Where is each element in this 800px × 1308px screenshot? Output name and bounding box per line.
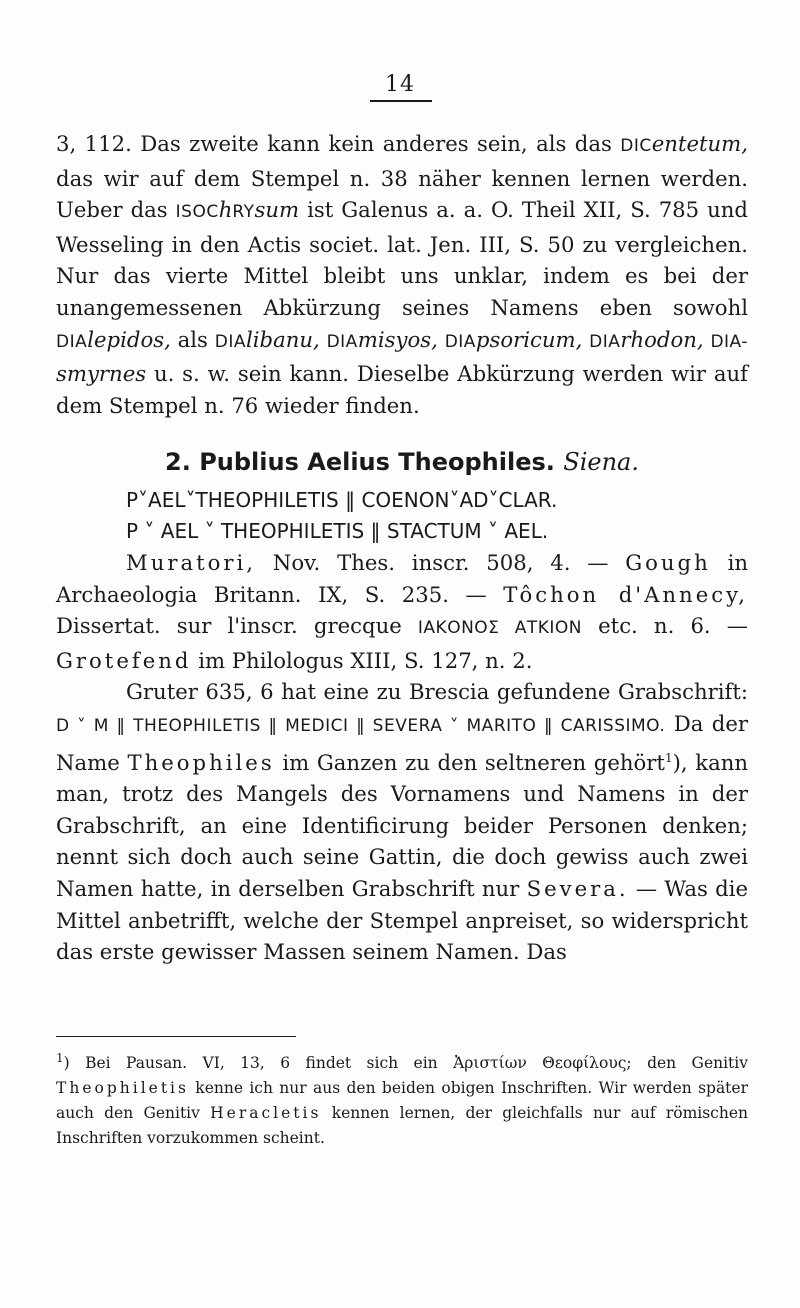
name-spaced: Heracletis <box>210 1104 322 1123</box>
paragraph-3 <box>56 676 748 967</box>
text: kennen lernen, der gleichfalls nur auf römischen Inschriften vorzukommen scheint. <box>56 1104 749 1148</box>
footnote-rule <box>56 1036 296 1037</box>
name-spaced: Severa. <box>526 875 629 901</box>
text: Gruter 635, 6 hat eine zu Brescia gefundene Grabschrift: <box>126 679 748 705</box>
text: den Genitiv <box>631 1054 748 1073</box>
abbrev-rest: sum <box>254 197 300 223</box>
abbrev: DIA <box>444 331 476 352</box>
heading-title: 2. Publius Aelius Theophiles. <box>165 448 555 477</box>
text: das wir auf dem Stempel n. 38 näher kennen lernen werden. Ueber das <box>56 165 748 223</box>
footnote <box>56 1046 748 1151</box>
stamp-inscription-line-1: P˅AEL˅THEOPHILETIS ‖ COENON˅AD˅CLAR. <box>126 487 558 512</box>
name-spaced: Theophiles <box>127 749 275 775</box>
text <box>320 327 327 352</box>
text: im Ganzen zu den seltneren gehört <box>274 749 665 775</box>
abbrev: DIA- <box>710 331 748 352</box>
text: in Archaeologia Britann. IX, S. 235. — <box>56 549 748 607</box>
stamp-inscription-line-2: P ˅ AEL ˅ THEOPHILETIS ‖ STACTUM ˅ AEL. <box>126 518 549 543</box>
text: Da der Name <box>56 710 749 775</box>
abbrev-rest: lepidos, <box>87 326 171 352</box>
abbrev-rest: smyrnes <box>56 361 147 387</box>
author-name: Grotefend <box>56 647 192 673</box>
page-number: 14 <box>385 72 415 97</box>
abbrev: ISOC <box>175 202 219 223</box>
abbrev-rest: misyos, <box>357 326 438 352</box>
author-name: Muratori, <box>126 549 257 575</box>
footnote-mark: 1 <box>56 1051 64 1065</box>
abbrev: DIA <box>214 331 246 352</box>
author-name: Gough <box>625 549 711 575</box>
body-text <box>56 128 748 968</box>
author-name: Tôchon d'Annecy, <box>503 581 748 607</box>
text: ), kann man, trotz des Mangels des Vornamens und Namens in der Grabschrift, an eine Identificirung beider Personen denken; nennt sich doch auch seine Gattin, die doch gewiss auch zwei Namen hatte, in derselben Grabschrift nur <box>56 749 748 901</box>
footnote-reference: 1 <box>664 750 673 765</box>
text: als <box>170 326 215 352</box>
abbrev-rest: entetum, <box>651 131 748 156</box>
abbrev-rest: h <box>218 197 233 223</box>
text <box>438 327 445 352</box>
greek-text: Ἀριστίων Θεοφίλους; <box>453 1054 632 1073</box>
text: Nov. Thes. inscr. 508, 4. — <box>256 549 626 575</box>
text: 3, 112. Das zweite kann kein anderes sein, als das <box>56 131 621 156</box>
abbrev-rest: libanu, <box>245 326 320 352</box>
grave-inscription: D ˅ M ‖ THEOPHILETIS ‖ MEDICI ‖ SEVERA ˅ MARITO ‖ CARISSIMO. <box>56 715 666 736</box>
text: — Was die Mittel anbetrifft, welche der Stempel anpreiset, so widerspricht das erste gewisser Massen seinem Namen. Das <box>56 875 748 965</box>
name-spaced: Theophiletis <box>56 1079 189 1098</box>
greek-inscription: ΙΑΚΟΝΟΣ ΑΤΚΙΟΝ <box>417 618 582 639</box>
heading-place: Siena. <box>563 448 639 477</box>
abbrev: DIA <box>589 331 621 352</box>
abbrev: DIA <box>326 331 358 352</box>
abbrev-rest: rhodon, <box>620 326 704 352</box>
text: im Philologus XIII, S. 127, n. 2. <box>191 647 533 673</box>
text: etc. n. 6. — <box>582 613 748 639</box>
abbrev-rest: psoricum, <box>475 326 583 352</box>
page-number-rule <box>370 100 432 102</box>
text: ) Bei Pausan. VI, 13, 6 findet sich ein <box>63 1054 454 1073</box>
abbrev: DIA <box>56 331 88 352</box>
text: u. s. w. sein kann. Dieselbe Abkürzung werden wir auf dem Stempel n. 76 wieder finden. <box>56 361 748 418</box>
text: ist Galenus a. a. O. Theil XII, S. 785 und Wesseling in den Actis societ. lat. Jen. III, S. 50 zu vergleichen. Nur das vierte Mittel bleibt uns unklar, indem es bei der unangemessenen Abkürzung seines Namens eben sowohl <box>56 197 748 320</box>
section-heading <box>56 447 748 479</box>
paragraph-1 <box>56 128 748 421</box>
abbrev: RY <box>232 202 255 223</box>
text: Dissertat. sur l'inscr. grecque <box>56 613 418 639</box>
text: kenne ich nur aus den beiden obigen Inschriften. Wir werden später auch den Genitiv <box>56 1079 748 1123</box>
paragraph-2 <box>56 547 748 676</box>
abbrev: DIC <box>620 136 652 156</box>
